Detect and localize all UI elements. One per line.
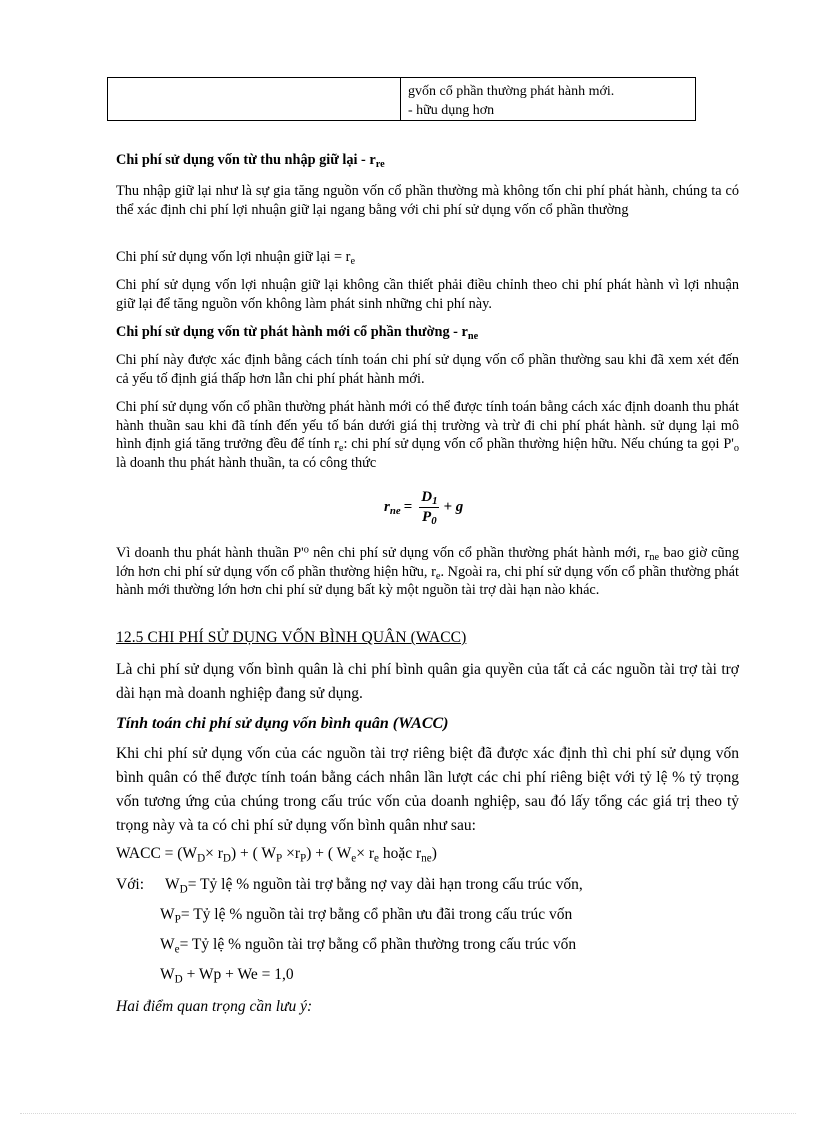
wacc-calculation-paragraph: Khi chi phí sử dụng vốn của các nguồn tài trợ riêng biệt đã được xác định thì chi phí sử dụng vốn bình quân có thể được tính toán bằng cách nhân lần lượt các chi phí riêng biệt với tỷ lệ % tỷ trọng vốn tương ứng của chúng trong cấu trúc vốn của doanh nghiệp, sau đó lấy tổng các giá trị theo tỷ trọng này và ta có chi phí sử dụng vốn bình quân như sau: [116, 745, 739, 834]
formula-denominator: $P_0$ [422, 508, 437, 527]
formula-plus-growth: + g [443, 498, 464, 515]
wacc-where-label: Với: [116, 876, 145, 893]
wacc-section-heading: 12.5 CHI PHÍ SỬ DỤNG VỐN BÌNH QUÂN (WACC) [116, 629, 467, 646]
table-cell-left [108, 78, 401, 120]
new-issue-method-paragraph: Chi phí sử dụng vốn cổ phần thường phát hành mới có thể được tính toán bằng cách xác định doanh thu phát hành thuần sau khi đã tính đến yếu tố bán dưới giá thị trường và trừ đi chi phí phát hành. sử dụng lại mô hình định giá tăng trưởng đều để tính $r_e$: chi phí sử dụng vốn cổ phần thường hiện hữu. Nếu chúng ta gọi $P'_o$ là doanh thu phát hành thuần, ta có công thức [116, 399, 739, 471]
retained-earnings-heading: Chi phí sử dụng vốn từ thu nhập giữ lại - $r_{re}$ [116, 152, 385, 171]
new-issue-cost-formula [384, 482, 463, 532]
table-cell-line: gvốn cổ phần thường phát hành mới. [408, 84, 615, 99]
weights-sum: $W_D + Wp + We = 1,0$ [160, 966, 294, 986]
table-cell-line: - hữu dụng hơn [408, 103, 495, 118]
new-issue-comparison-paragraph: Vì doanh thu phát hành thuần $P'^o$ nên chi phí sử dụng vốn cổ phần thường phát hành mới, $r_{ne}$ bao giờ cũng lớn hơn chi phí sử dụng vốn cổ phần thường hiện hữu, $r_e$. Ngoài ra, chi phí sử dụng vốn cổ phần thường phát hành mới thường lớn hơn chi phí sử dụng bất kỳ một nguồn tài trợ dài hạn nào khác. [116, 544, 739, 598]
formula-numerator: $D_1$ [421, 488, 438, 507]
formula-equals: = [403, 498, 413, 515]
notes-intro: Hai điểm quan trọng cần lưu ý: [116, 998, 313, 1015]
retained-earnings-cost-line: Chi phí sử dụng vốn lợi nhuận giữ lại = $r_e$ [116, 249, 356, 268]
definition-we: $W_e=$ Tỷ lệ % nguồn tài trợ bằng cổ phần thường trong cấu trúc vốn [160, 936, 577, 956]
retained-earnings-note: Chi phí sử dụng vốn lợi nhuận giữ lại không cần thiết phải điều chỉnh theo chi phí phát hành vì lợi nhuận giữ lại để tăng nguồn vốn không làm phát sinh những chi phí này. [116, 277, 739, 312]
table-cell-right [401, 78, 695, 120]
page-bottom-divider [20, 1113, 796, 1114]
definition-wp: $W_P=$ Tỷ lệ % nguồn tài trợ bằng cổ phần ưu đãi trong cấu trúc vốn [160, 906, 573, 926]
formula-fraction [419, 489, 439, 526]
definition-wd: $W_D=$ Tỷ lệ % nguồn tài trợ bằng nợ vay dài hạn trong cấu trúc vốn, [165, 876, 583, 896]
wacc-equation: WACC = $(W_D\times r_D)$ + ( $W_P \times r_P$) + ( $W_e\times r_e$ hoặc $r_{ne}$) [116, 845, 437, 865]
new-issue-paragraph: Chi phí này được xác định bằng cách tính toán chi phí sử dụng vốn cổ phần thường sau khi đã xem xét đến cả yếu tố định giá thấp hơn lẫn chi phí phát hành mới. [116, 352, 739, 387]
retained-earnings-paragraph: Thu nhập giữ lại như là sự gia tăng nguồn vốn cổ phần thường mà không tốn chi phí phát hành, chúng ta có thể xác định chi phí lợi nhuận giữ lại ngang bằng với chi phí sử dụng vốn cổ phần thường [116, 183, 739, 218]
formula-lhs: $r_{ne}$ [384, 498, 401, 517]
wacc-calculation-subheading: Tính toán chi phí sử dụng vốn bình quân (WACC) [116, 715, 449, 732]
continuation-table [107, 77, 696, 121]
wacc-intro-paragraph: Là chi phí sử dụng vốn bình quân là chi phí bình quân gia quyền của tất cả các nguồn tài trợ tài trợ dài hạn mà doanh nghiệp đang sử dụng. [116, 661, 739, 702]
new-issue-heading: Chi phí sử dụng vốn từ phát hành mới cổ phần thường - $r_{ne}$ [116, 324, 479, 343]
